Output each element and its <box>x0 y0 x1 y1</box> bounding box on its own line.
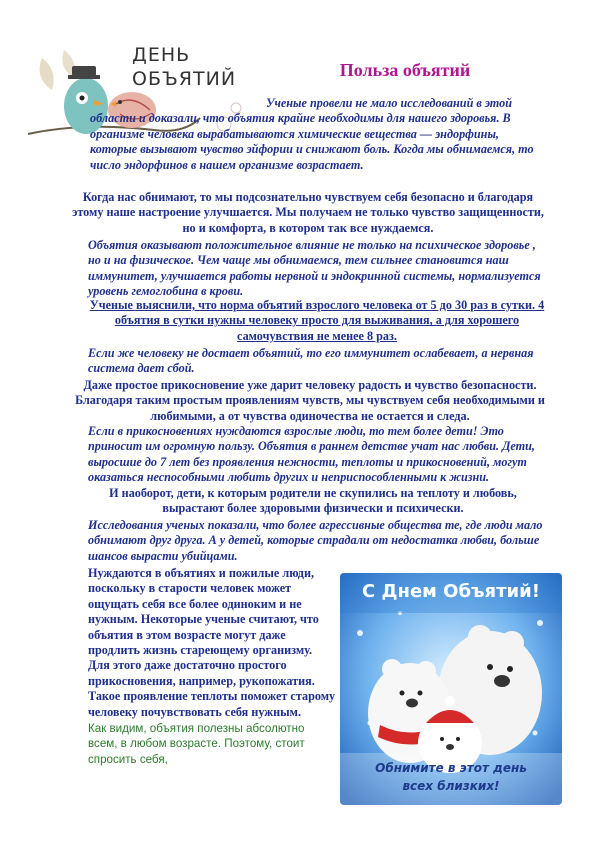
card-title: С Днем Объятий! <box>362 581 540 602</box>
greeting-card-image <box>340 573 562 805</box>
paragraph-aggressive: Исследования ученых показали, что более агрессивные общества те, где люди мало обнимают друг друга. А у детей, которые страдали от недостатка любви, больше шансов вырасти убийцами. <box>88 518 543 563</box>
logo-title-line2: ОБЪЯТИЙ <box>132 68 237 90</box>
paragraph-children: Если в прикосновениях нуждаются взрослые люди, то тем более дети! Это приносит им огромную пользу. Объятия в раннем детстве учат нас любви. Дети, выросшие до 7 лет без проявления нежности, теплоты и прикосновений, могут оказаться неспособными любить других и неприспособленными к жизни. <box>88 424 535 485</box>
paragraph-touch: Даже простое прикосновение уже дарит человеку радость и чувство безопасности. Благодаря таким простым проявлениям чувств, мы чувствуем себя необходимыми и любимыми, а от чувства одиночества не остается и следа. <box>75 378 545 423</box>
paragraph-immunity: Если же человеку не достает объятий, то его иммунитет ослабевает, а нервная система дает сбой. <box>88 346 534 376</box>
paragraph-warmth: И наоборот, дети, к которым родители не скупились на теплоту и любовь, вырастают более здоровыми физически и психически. <box>109 486 517 516</box>
page-heading: Польза объятий <box>339 60 471 80</box>
paragraph-conclusion: Как видим, объятия полезны абсолютно всем, в любом возрасте. Поэтому, стоит спросить себя, <box>88 722 305 766</box>
paragraph-health: Объятия оказывают положительное влияние не только на психическое здоровье , но и на физическое. Чем чаще мы обнимаемся, тем сильнее становится наш иммунитет, улучшается работы нервной и эндокринной системы, нормализуется уровень гемоглобина в крови. <box>88 238 541 299</box>
card-caption-line2: всех близких! <box>402 779 500 793</box>
paragraph-norm: Ученые выяснили, что норма объятий взрослого человека от 5 до 30 раз в сутки. 4 объятия в сутки нужны человеку просто для выживания, а для хорошего самочувствия не менее 8 раз. <box>89 298 545 343</box>
paragraph-elderly: Нуждаются в объятиях и пожилые люди, поскольку в старости человек может ощущать себя все более одиноким и не нужным. Некоторые ученые считают, что объятия в этом возрасте могут даже продлить жизнь стареющему организму. Для этого даже достаточно простого прикосновения, например, рукопожатия. Такое проявление теплоты поможет старому человеку почувствовать себя нужным. <box>88 566 336 719</box>
paragraph-safety: Когда нас обнимают, то мы подсознательно чувствуем себя безопасно и благодаря этому наше настроение улучшается. Мы получаем не только чувство защищенности, но и комфорта, в котором так все нуждаемся. <box>72 190 544 235</box>
logo-title-line1: ДЕНЬ <box>132 44 191 66</box>
paragraph-endorphins: Ученые провели не мало исследований в этой области и доказали, что объятия крайне необходимы для нашего здоровья. В организме человека вырабатываются химические вещества — эндорфины, которые вызывают чувство эйфории и снижают боль. Когда мы обнимаемся, то число эндорфинов в нашем организме возрастает. <box>90 96 534 172</box>
card-caption-line1: Обнимите в этот день <box>375 761 527 775</box>
